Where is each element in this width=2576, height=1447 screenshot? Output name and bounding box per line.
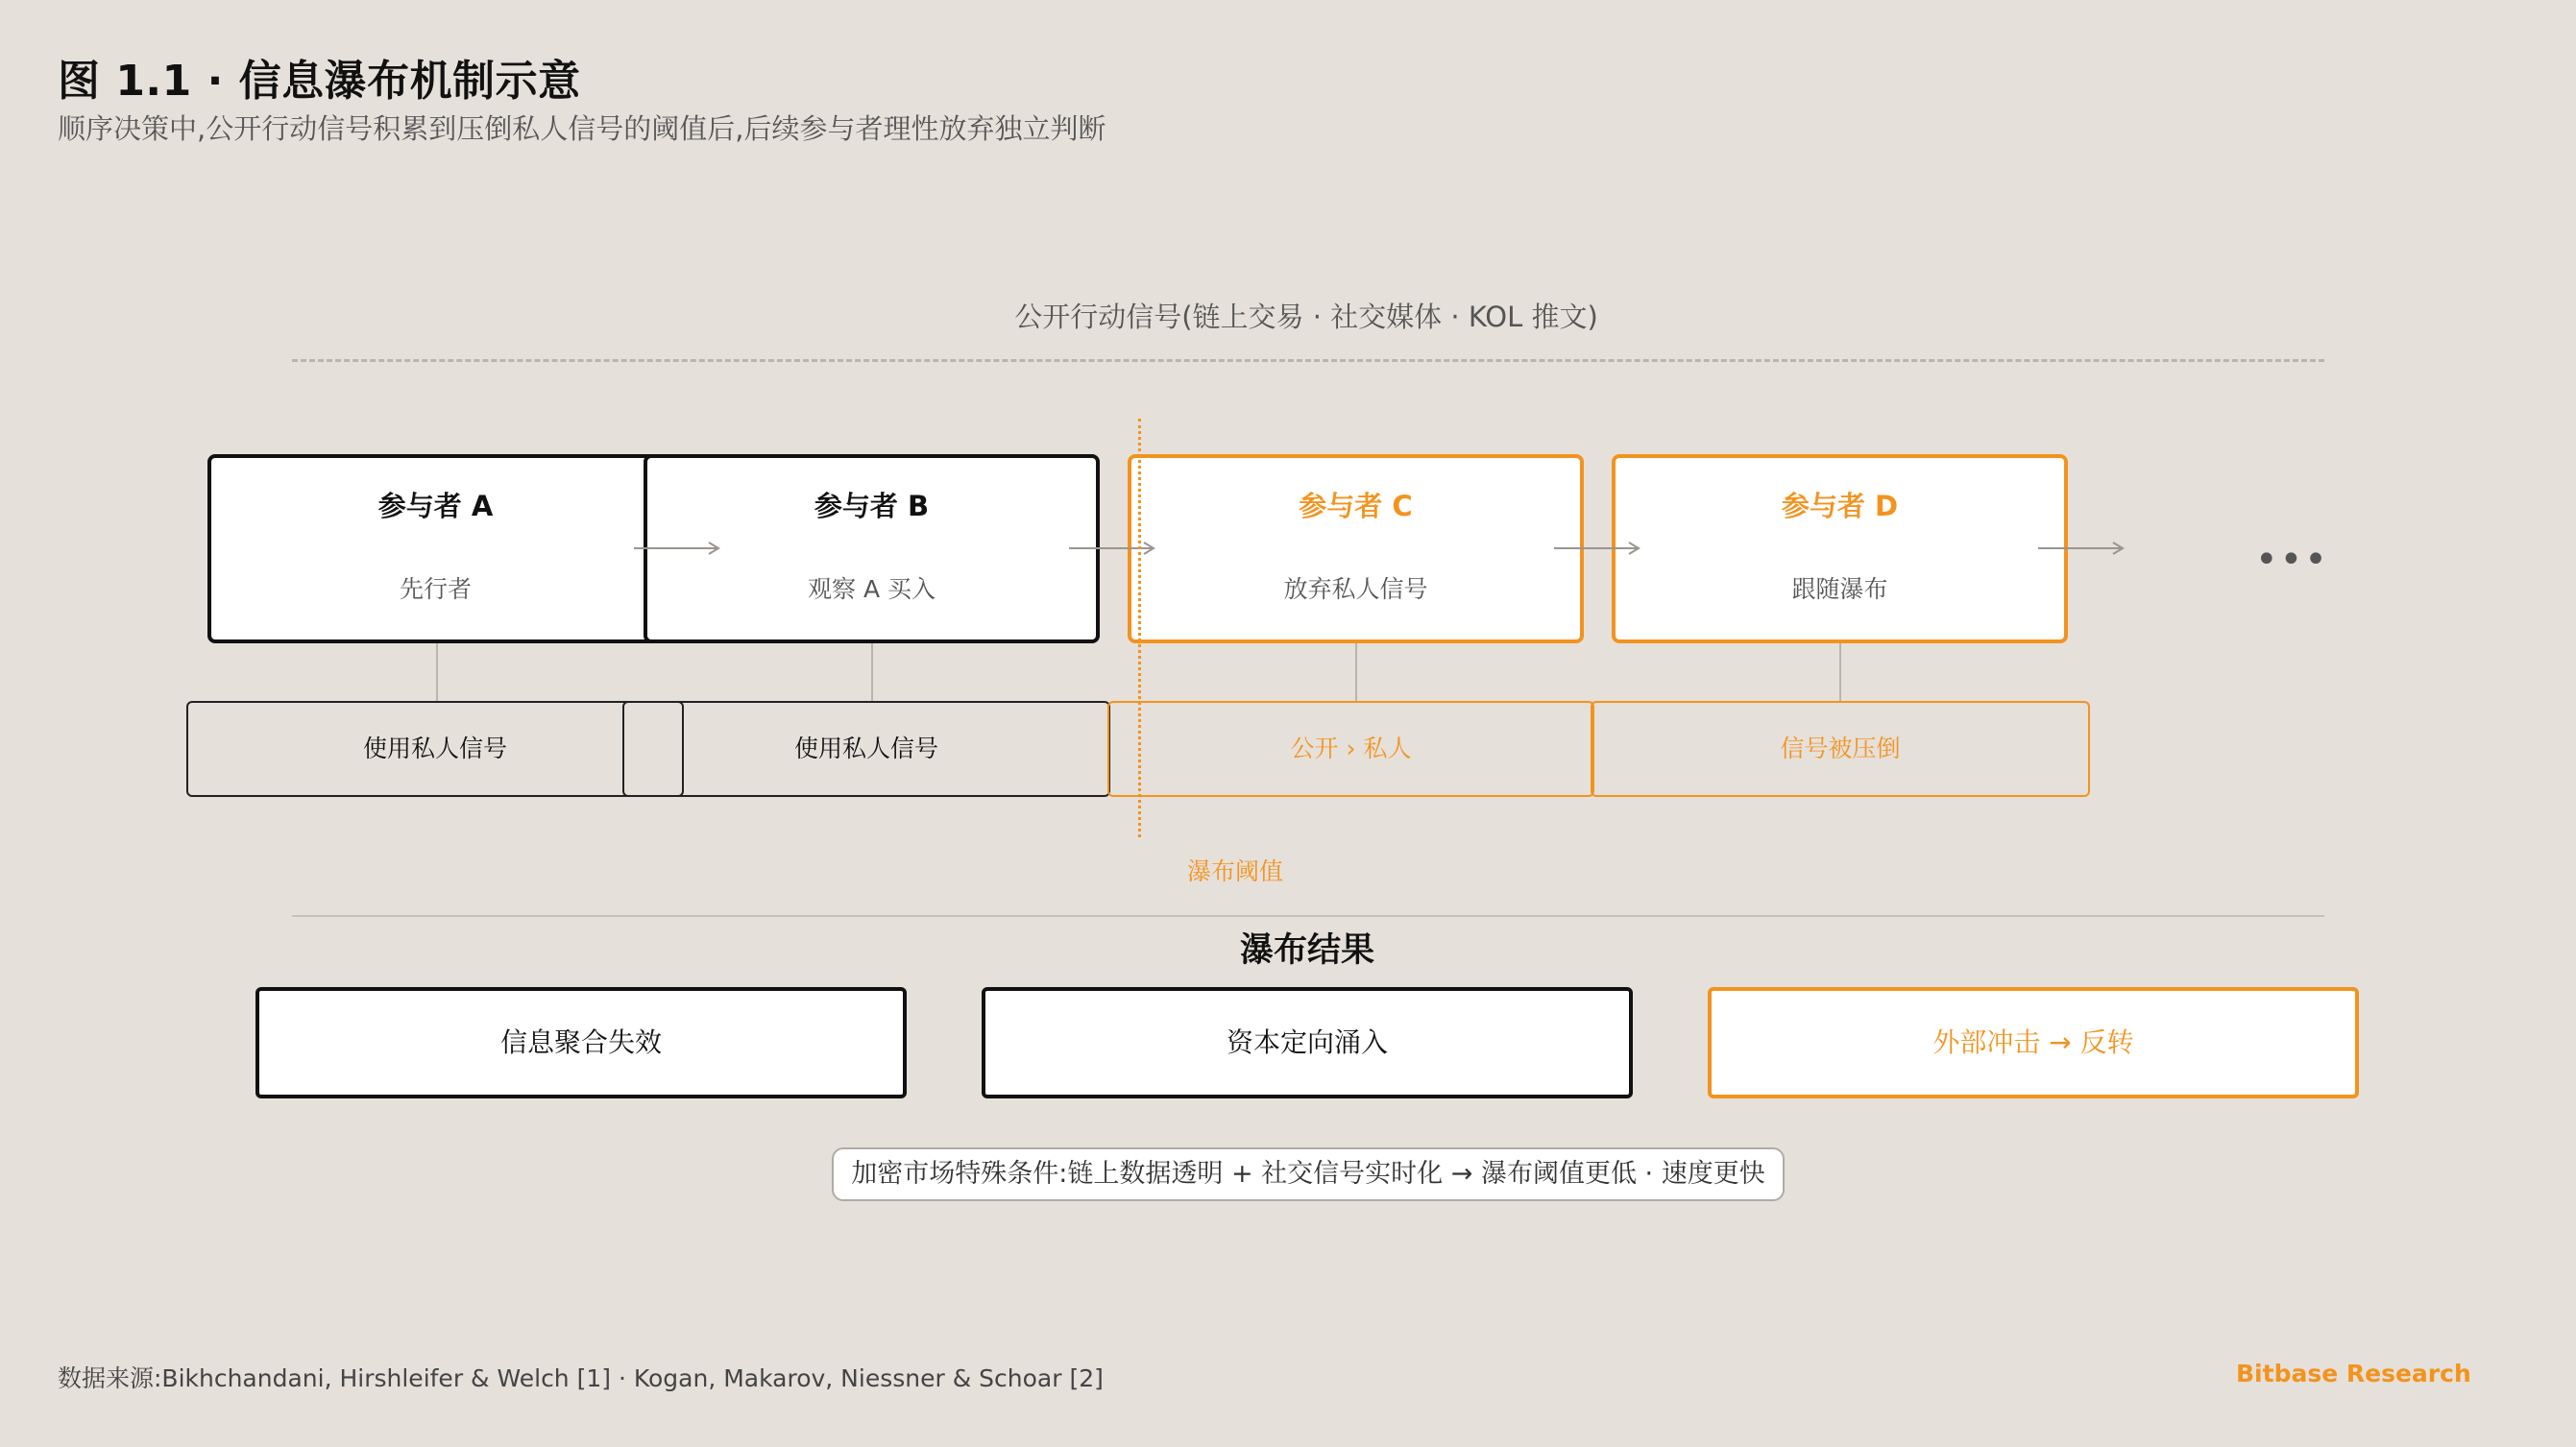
result-box-aggregation-failure: 信息聚合失效 — [255, 987, 907, 1098]
participant-role: 先行者 — [399, 575, 472, 603]
public-signal-label: 公开行动信号(链上交易 · 社交媒体 · KOL 推文) — [1014, 301, 1598, 333]
figure-title: 图 1.1 · 信息瀑布机制示意 — [58, 57, 581, 106]
crypto-condition-note: 加密市场特殊条件:链上数据透明 + 社交信号实时化 → 瀑布阈值更低 · 速度更快 — [832, 1147, 1785, 1201]
result-box-capital-inflow: 资本定向涌入 — [982, 987, 1633, 1098]
more-participants-ellipsis: ••• — [2255, 538, 2329, 582]
participant-role: 跟随瀑布 — [1791, 575, 1888, 603]
signal-box-b: 使用私人信号 — [622, 701, 1110, 797]
signal-box-c: 公开 › 私人 — [1107, 701, 1594, 797]
results-divider — [292, 915, 2324, 917]
source-citation: 数据来源:Bikhchandani, Hirshleifer & Welch [1] · Kogan, Makarov, Niessner & Schoar [2] — [58, 1364, 1104, 1392]
figure-subtitle: 顺序决策中,公开行动信号积累到压倒私人信号的阈值后,后续参与者理性放弃独立判断 — [58, 112, 1106, 145]
signal-box-a: 使用私人信号 — [186, 701, 684, 797]
participant-name: 参与者 D — [1781, 490, 1899, 522]
participant-name: 参与者 B — [814, 490, 930, 522]
signal-box-d: 信号被压倒 — [1591, 701, 2090, 797]
participant-name: 参与者 C — [1299, 490, 1413, 522]
results-title: 瀑布结果 — [1239, 931, 1374, 970]
cascade-threshold-line — [1138, 419, 1141, 837]
result-box-reversal: 外部冲击 → 反转 — [1708, 987, 2359, 1098]
cascade-threshold-label: 瀑布阈值 — [1187, 857, 1284, 885]
participant-role: 放弃私人信号 — [1283, 575, 1428, 603]
participant-name: 参与者 A — [377, 490, 494, 522]
participant-role: 观察 A 买入 — [808, 575, 936, 603]
brand-logo-text: Bitbase Research — [2236, 1360, 2471, 1387]
